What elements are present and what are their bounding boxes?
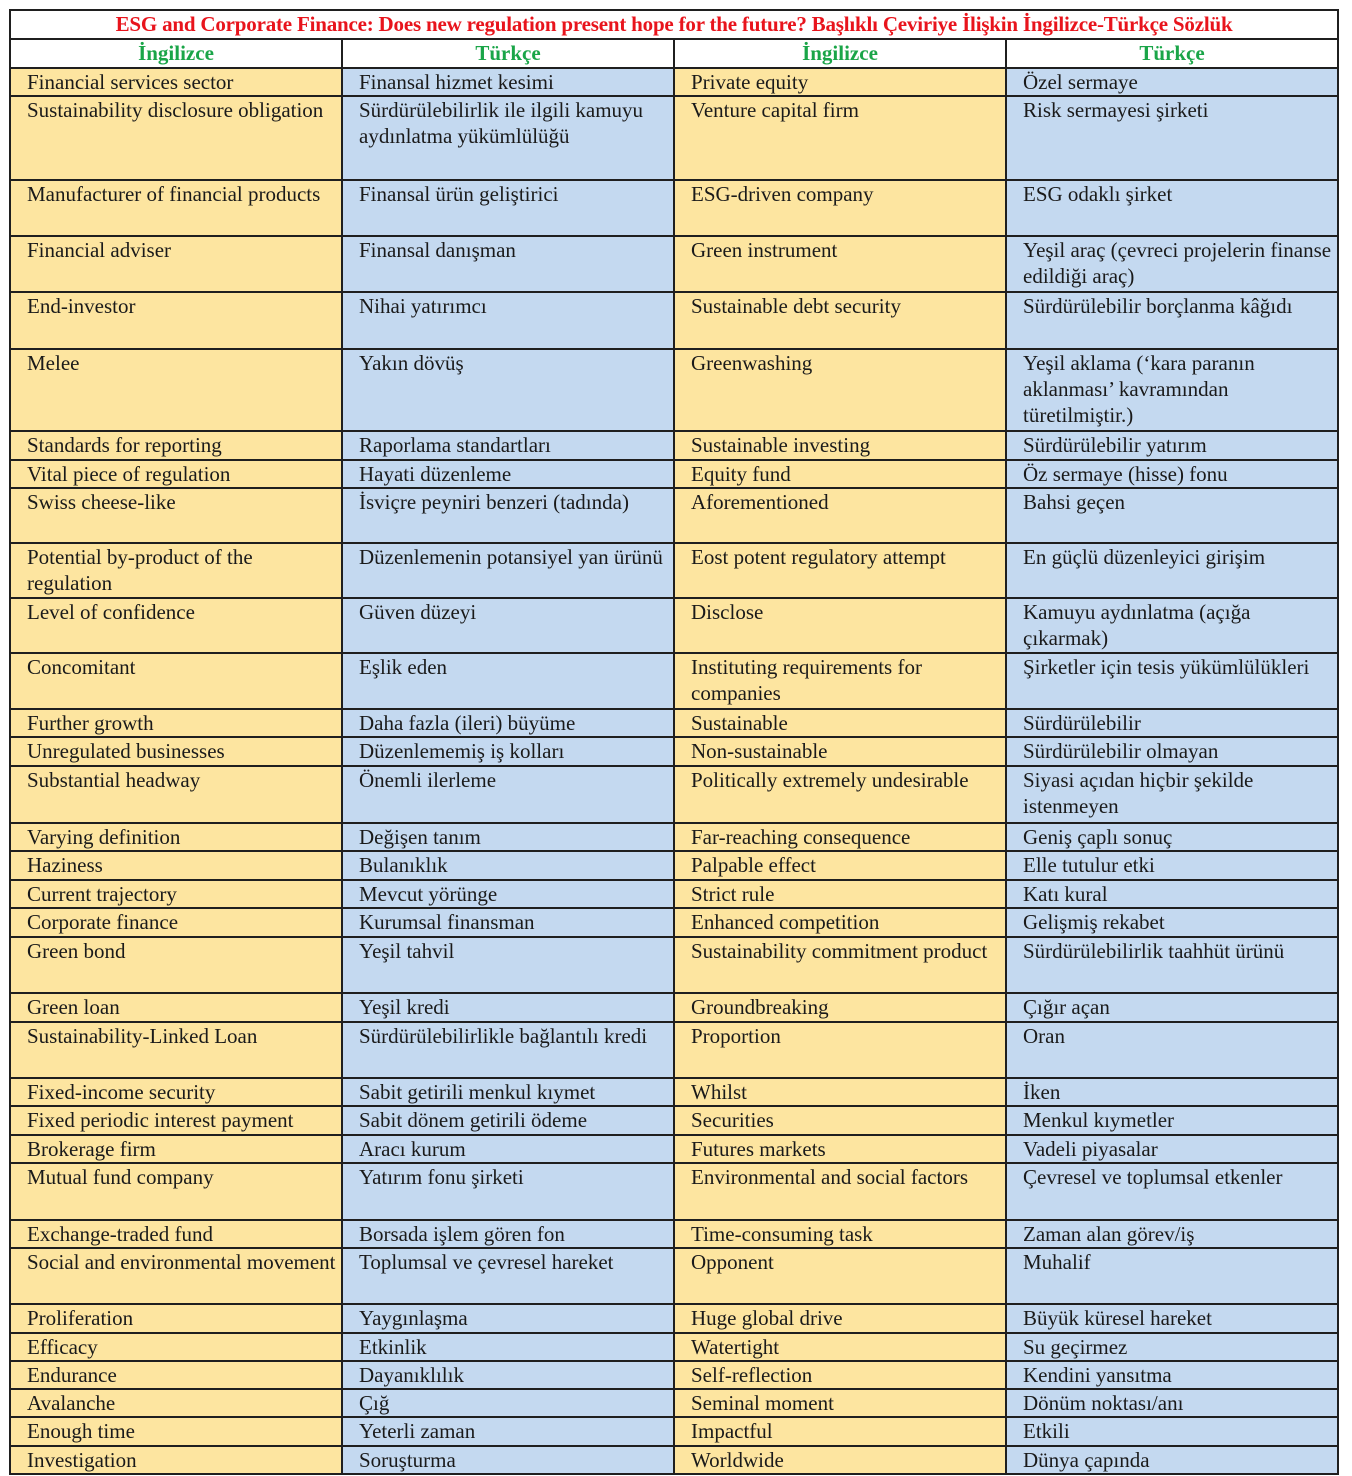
table-row — [10, 1304, 1338, 1333]
english-term-cell: Green loan — [10, 993, 342, 1022]
english-term-cell: Standards for reporting — [10, 431, 342, 460]
turkish-term-cell: Yeşil aklama (‘kara paranın aklanması’ kavramından türetilmiştir.) — [1006, 349, 1338, 431]
table-row — [10, 431, 1338, 460]
english-term-cell: Green bond — [10, 937, 342, 993]
turkish-term-cell: Şirketler için tesis yükümlülükleri — [1006, 653, 1338, 709]
english-term-cell: Fixed-income security — [10, 1078, 342, 1106]
glossary-table — [9, 9, 1339, 1475]
english-term-cell: Exchange-traded fund — [10, 1220, 342, 1248]
turkish-term-cell: Finansal danışman — [342, 236, 674, 292]
turkish-term-cell: Bahsi geçen — [1006, 488, 1338, 543]
table-row — [10, 851, 1338, 880]
english-term-cell: Proportion — [674, 1022, 1006, 1078]
english-term-cell: Strict rule — [674, 880, 1006, 908]
turkish-term-cell: Etkinlik — [342, 1333, 674, 1361]
english-term-cell: Enhanced competition — [674, 908, 1006, 937]
table-row — [10, 1220, 1338, 1248]
english-term-cell: Financial services sector — [10, 68, 342, 96]
table-row — [10, 1446, 1338, 1474]
english-term-cell: Greenwashing — [674, 349, 1006, 431]
turkish-term-cell: Geniş çaplı sonuç — [1006, 823, 1338, 851]
table-row — [10, 292, 1338, 349]
table-row — [10, 993, 1338, 1022]
turkish-term-cell: Menkul kıymetler — [1006, 1106, 1338, 1135]
turkish-term-cell: Sürdürülebilir borçlanma kâğıdı — [1006, 292, 1338, 349]
table-row — [10, 96, 1338, 180]
turkish-term-cell: Sürdürülebilirlik taahhüt ürünü — [1006, 937, 1338, 993]
turkish-term-cell: Yeşil araç (çevreci projelerin finanse edildiği araç) — [1006, 236, 1338, 292]
turkish-term-cell: Daha fazla (ileri) büyüme — [342, 709, 674, 737]
turkish-term-cell: Yakın dövüş — [342, 349, 674, 431]
english-term-cell: Avalanche — [10, 1389, 342, 1417]
turkish-term-cell: Çığır açan — [1006, 993, 1338, 1022]
turkish-term-cell: Sabit getirili menkul kıymet — [342, 1078, 674, 1106]
glossary-title: ESG and Corporate Finance: Does new regulation present hope for the future? Başlıklı Çeviriye İlişkin İngilizce-Türkçe Sözlük — [10, 10, 1338, 39]
english-term-cell: Current trajectory — [10, 880, 342, 908]
turkish-term-cell: Oran — [1006, 1022, 1338, 1078]
table-row — [10, 236, 1338, 292]
english-term-cell: Sustainable debt security — [674, 292, 1006, 349]
english-term-cell: Sustainable — [674, 709, 1006, 737]
turkish-term-cell: Dönüm noktası/anı — [1006, 1389, 1338, 1417]
turkish-term-cell: Önemli ilerleme — [342, 766, 674, 823]
english-term-cell: Time-consuming task — [674, 1220, 1006, 1248]
english-term-cell: Politically extremely undesirable — [674, 766, 1006, 823]
turkish-term-cell: Yatırım fonu şirketi — [342, 1163, 674, 1220]
turkish-term-cell: Nihai yatırımcı — [342, 292, 674, 349]
turkish-term-cell: Yeşil kredi — [342, 993, 674, 1022]
turkish-term-cell: Mevcut yörünge — [342, 880, 674, 908]
english-term-cell: Environmental and social factors — [674, 1163, 1006, 1220]
english-term-cell: Palpable effect — [674, 851, 1006, 880]
header-row — [10, 39, 1338, 68]
turkish-term-cell: Değişen tanım — [342, 823, 674, 851]
table-row — [10, 1361, 1338, 1389]
english-term-cell: Endurance — [10, 1361, 342, 1389]
turkish-term-cell: Hayati düzenleme — [342, 460, 674, 488]
english-term-cell: Sustainability disclosure obligation — [10, 96, 342, 180]
table-row — [10, 766, 1338, 823]
turkish-term-cell: Eşlik eden — [342, 653, 674, 709]
english-term-cell: Self-reflection — [674, 1361, 1006, 1389]
turkish-term-cell: Kendini yansıtma — [1006, 1361, 1338, 1389]
english-term-cell: Groundbreaking — [674, 993, 1006, 1022]
turkish-term-cell: Muhalif — [1006, 1248, 1338, 1304]
english-term-cell: Private equity — [674, 68, 1006, 96]
english-term-cell: Investigation — [10, 1446, 342, 1474]
turkish-term-cell: Çığ — [342, 1389, 674, 1417]
turkish-term-cell: Etkili — [1006, 1417, 1338, 1446]
english-term-cell: Worldwide — [674, 1446, 1006, 1474]
table-row — [10, 1417, 1338, 1446]
turkish-term-cell: Sürdürülebilirlikle bağlantılı kredi — [342, 1022, 674, 1078]
header-english-1: İngilizce — [10, 39, 342, 68]
table-row — [10, 937, 1338, 993]
turkish-term-cell: Su geçirmez — [1006, 1333, 1338, 1361]
table-row — [10, 709, 1338, 737]
english-term-cell: Aforementioned — [674, 488, 1006, 543]
turkish-term-cell: Borsada işlem gören fon — [342, 1220, 674, 1248]
english-term-cell: Level of confidence — [10, 598, 342, 653]
turkish-term-cell: İken — [1006, 1078, 1338, 1106]
english-term-cell: Substantial headway — [10, 766, 342, 823]
english-term-cell: Securities — [674, 1106, 1006, 1135]
turkish-term-cell: Yaygınlaşma — [342, 1304, 674, 1333]
turkish-term-cell: Kamuyu aydınlatma (açığa çıkarmak) — [1006, 598, 1338, 653]
table-row — [10, 1022, 1338, 1078]
turkish-term-cell: Soruşturma — [342, 1446, 674, 1474]
turkish-term-cell: Dünya çapında — [1006, 1446, 1338, 1474]
english-term-cell: Huge global drive — [674, 1304, 1006, 1333]
turkish-term-cell: Siyasi açıdan hiçbir şekilde istenmeyen — [1006, 766, 1338, 823]
english-term-cell: Enough time — [10, 1417, 342, 1446]
english-term-cell: Sustainable investing — [674, 431, 1006, 460]
english-term-cell: Concomitant — [10, 653, 342, 709]
turkish-term-cell: Çevresel ve toplumsal etkenler — [1006, 1163, 1338, 1220]
table-row — [10, 543, 1338, 598]
table-row — [10, 908, 1338, 937]
turkish-term-cell: Zaman alan görev/iş — [1006, 1220, 1338, 1248]
title-row — [10, 10, 1338, 39]
turkish-term-cell: Aracı kurum — [342, 1135, 674, 1163]
turkish-term-cell: Finansal ürün geliştirici — [342, 180, 674, 236]
english-term-cell: Efficacy — [10, 1333, 342, 1361]
table-row — [10, 1106, 1338, 1135]
table-row — [10, 737, 1338, 766]
english-term-cell: Sustainability commitment product — [674, 937, 1006, 993]
english-term-cell: Social and environmental movement — [10, 1248, 342, 1304]
english-term-cell: Disclose — [674, 598, 1006, 653]
turkish-term-cell: ESG odaklı şirket — [1006, 180, 1338, 236]
turkish-term-cell: Sabit dönem getirili ödeme — [342, 1106, 674, 1135]
turkish-term-cell: En güçlü düzenleyici girişim — [1006, 543, 1338, 598]
english-term-cell: Venture capital firm — [674, 96, 1006, 180]
turkish-term-cell: Vadeli piyasalar — [1006, 1135, 1338, 1163]
turkish-term-cell: Toplumsal ve çevresel hareket — [342, 1248, 674, 1304]
turkish-term-cell: Büyük küresel hareket — [1006, 1304, 1338, 1333]
table-row — [10, 880, 1338, 908]
glossary-body — [10, 68, 1338, 1474]
english-term-cell: Seminal moment — [674, 1389, 1006, 1417]
english-term-cell: Instituting requirements for companies — [674, 653, 1006, 709]
table-row — [10, 653, 1338, 709]
english-term-cell: Futures markets — [674, 1135, 1006, 1163]
turkish-term-cell: Elle tutulur etki — [1006, 851, 1338, 880]
table-row — [10, 598, 1338, 653]
english-term-cell: ESG-driven company — [674, 180, 1006, 236]
english-term-cell: Mutual fund company — [10, 1163, 342, 1220]
turkish-term-cell: Raporlama standartları — [342, 431, 674, 460]
turkish-term-cell: Yeşil tahvil — [342, 937, 674, 993]
table-row — [10, 68, 1338, 96]
turkish-term-cell: Finansal hizmet kesimi — [342, 68, 674, 96]
header-turkish-1: Türkçe — [342, 39, 674, 68]
english-term-cell: Unregulated businesses — [10, 737, 342, 766]
english-term-cell: Further growth — [10, 709, 342, 737]
english-term-cell: End-investor — [10, 292, 342, 349]
english-term-cell: Sustainability-Linked Loan — [10, 1022, 342, 1078]
turkish-term-cell: Katı kural — [1006, 880, 1338, 908]
english-term-cell: Far-reaching consequence — [674, 823, 1006, 851]
table-row — [10, 460, 1338, 488]
english-term-cell: Melee — [10, 349, 342, 431]
table-row — [10, 1248, 1338, 1304]
english-term-cell: Brokerage firm — [10, 1135, 342, 1163]
table-row — [10, 823, 1338, 851]
glossary-document — [9, 9, 1337, 1475]
table-row — [10, 488, 1338, 543]
english-term-cell: Whilst — [674, 1078, 1006, 1106]
english-term-cell: Financial adviser — [10, 236, 342, 292]
english-term-cell: Haziness — [10, 851, 342, 880]
turkish-term-cell: Sürdürülebilirlik ile ilgili kamuyu aydınlatma yükümlülüğü — [342, 96, 674, 180]
english-term-cell: Varying definition — [10, 823, 342, 851]
table-row — [10, 1163, 1338, 1220]
english-term-cell: Green instrument — [674, 236, 1006, 292]
turkish-term-cell: Risk sermayesi şirketi — [1006, 96, 1338, 180]
turkish-term-cell: Sürdürülebilir yatırım — [1006, 431, 1338, 460]
turkish-term-cell: Sürdürülebilir — [1006, 709, 1338, 737]
english-term-cell: Impactful — [674, 1417, 1006, 1446]
english-term-cell: Opponent — [674, 1248, 1006, 1304]
turkish-term-cell: İsviçre peyniri benzeri (tadında) — [342, 488, 674, 543]
table-row — [10, 1135, 1338, 1163]
english-term-cell: Watertight — [674, 1333, 1006, 1361]
header-english-2: İngilizce — [674, 39, 1006, 68]
turkish-term-cell: Sürdürülebilir olmayan — [1006, 737, 1338, 766]
english-term-cell: Swiss cheese-like — [10, 488, 342, 543]
turkish-term-cell: Gelişmiş rekabet — [1006, 908, 1338, 937]
table-row — [10, 1333, 1338, 1361]
english-term-cell: Vital piece of regulation — [10, 460, 342, 488]
table-row — [10, 349, 1338, 431]
english-term-cell: Non-sustainable — [674, 737, 1006, 766]
header-turkish-2: Türkçe — [1006, 39, 1338, 68]
english-term-cell: Potential by-product of the regulation — [10, 543, 342, 598]
english-term-cell: Eost potent regulatory attempt — [674, 543, 1006, 598]
turkish-term-cell: Düzenlememiş iş kolları — [342, 737, 674, 766]
english-term-cell: Manufacturer of financial products — [10, 180, 342, 236]
turkish-term-cell: Kurumsal finansman — [342, 908, 674, 937]
turkish-term-cell: Düzenlemenin potansiyel yan ürünü — [342, 543, 674, 598]
turkish-term-cell: Özel sermaye — [1006, 68, 1338, 96]
turkish-term-cell: Güven düzeyi — [342, 598, 674, 653]
english-term-cell: Corporate finance — [10, 908, 342, 937]
english-term-cell: Proliferation — [10, 1304, 342, 1333]
table-row — [10, 1078, 1338, 1106]
table-row — [10, 180, 1338, 236]
turkish-term-cell: Öz sermaye (hisse) fonu — [1006, 460, 1338, 488]
turkish-term-cell: Dayanıklılık — [342, 1361, 674, 1389]
turkish-term-cell: Yeterli zaman — [342, 1417, 674, 1446]
turkish-term-cell: Bulanıklık — [342, 851, 674, 880]
english-term-cell: Equity fund — [674, 460, 1006, 488]
english-term-cell: Fixed periodic interest payment — [10, 1106, 342, 1135]
table-row — [10, 1389, 1338, 1417]
